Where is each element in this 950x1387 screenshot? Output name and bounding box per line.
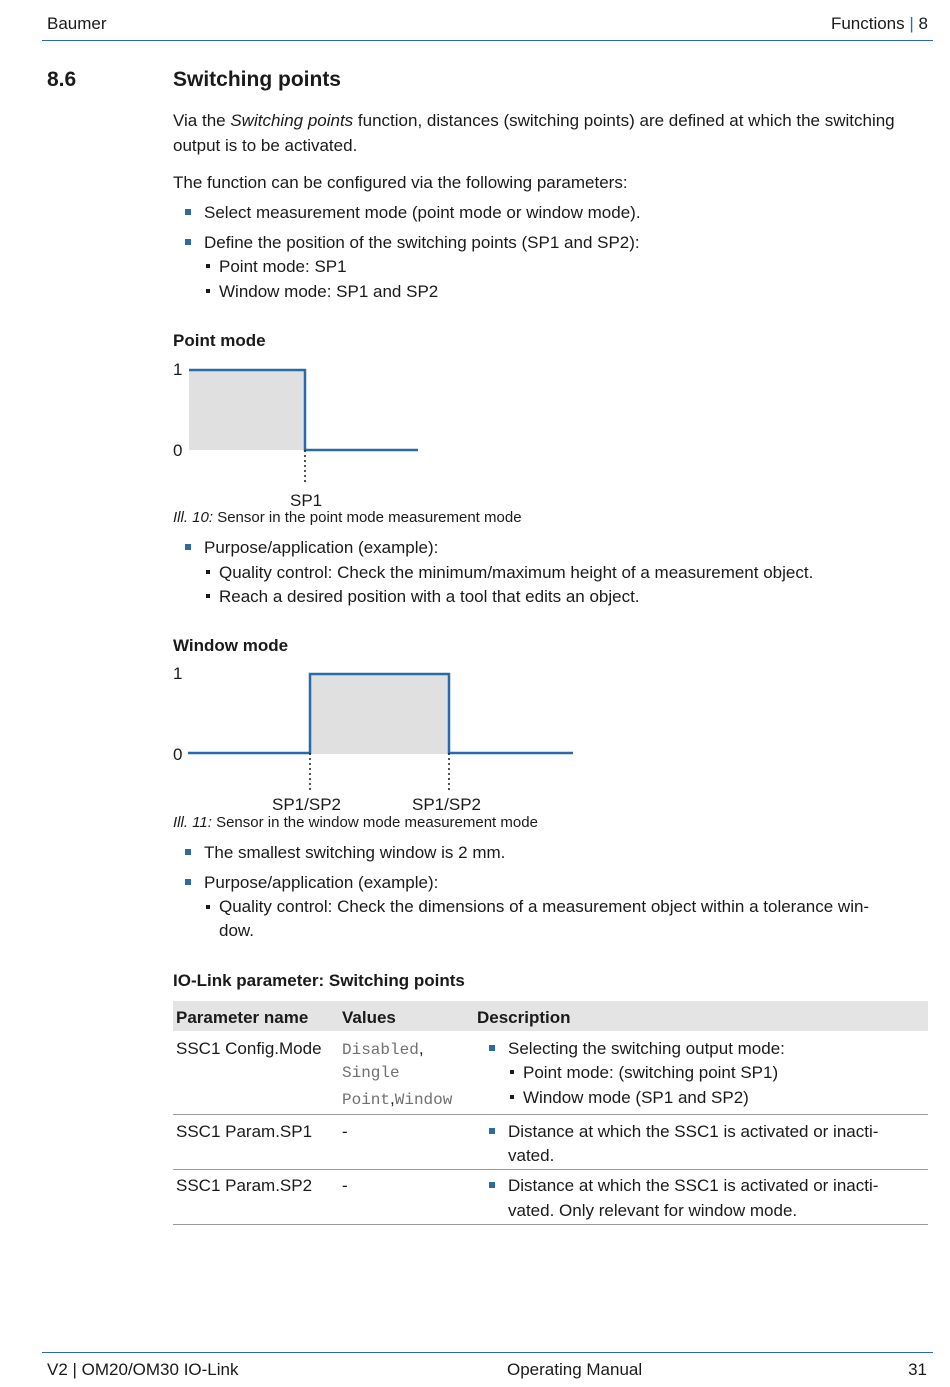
window-mode-purpose: Purpose/application (example): [204,873,439,892]
footer-document: V2 | OM20/OM30 IO-Link [47,1360,239,1379]
bullet-square-icon [185,209,191,215]
header-brand: Baumer [47,14,107,33]
window-mode-marker-2: SP1/SP2 [412,795,481,814]
point-mode-caption [173,509,522,526]
point-mode-purpose: Purpose/application (example): [204,538,439,557]
table-title: IO-Link parameter: Switching points [173,971,465,990]
table-cell-description-line2: vated. Only relevant for window mode. [508,1201,798,1220]
table-cell-values-line3 [342,1086,452,1113]
bullet-switching-points: Define the position of the switching points (SP1 and SP2): [204,233,640,252]
footer-manual-type: Operating Manual [507,1360,643,1379]
bullet-measurement-mode: Select measurement mode (point mode or window mode). [204,203,641,222]
sub-bullet-icon [206,264,210,268]
caption-text: Sensor in the window mode measurement mode [211,814,538,831]
sub-window-mode: Window mode: SP1 and SP2 [219,282,439,301]
window-mode-heading: Window mode [173,636,289,655]
intro-line-2: output is to be activated. [173,136,358,155]
point-mode-y-high: 1 [173,360,183,379]
point-mode-example-1: Quality control: Check the minimum/maximum height of a measurement object. [219,563,814,582]
section-title: Switching points [173,68,341,91]
point-mode-diagram [180,360,430,490]
table-row-divider [173,1169,928,1170]
table-row-divider [173,1114,928,1115]
table-cell-name: SSC1 Param.SP2 [176,1176,313,1195]
value-disabled: Disabled [342,1041,419,1059]
table-cell-name: SSC1 Param.SP1 [176,1122,313,1141]
window-mode-caption [173,814,538,831]
header-separator: | [909,14,914,33]
bullet-square-icon [185,544,191,550]
sub-bullet-icon [206,594,210,598]
table-cell-values [342,1036,424,1063]
footer-page-number: 31 [908,1360,927,1379]
window-mode-active-area [310,674,449,754]
footer-rule [42,1352,933,1353]
table-cell-description: Distance at which the SSC1 is activated or inacti- [508,1176,879,1195]
table-desc-sub-1: Point mode: (switching point SP1) [523,1063,779,1082]
value-window: Window [394,1091,453,1109]
value-point: Point [342,1091,391,1109]
value-comma: , [418,1039,424,1058]
point-mode-y-low: 0 [173,441,183,460]
intro-text-2: function, distances (switching points) are defined at which the switching [353,111,895,130]
bullet-square-icon [185,239,191,245]
table-row-divider [173,1224,928,1225]
caption-prefix: Ill. 10: [173,509,214,526]
caption-text: Sensor in the point mode measurement mode [213,509,522,526]
value-comma: , [390,1089,395,1108]
header-chapter-label: Functions [830,14,905,33]
table-cell-values: - [342,1176,348,1195]
sub-bullet-icon [206,905,210,909]
intro-paragraph [173,108,933,133]
sub-bullet-icon [510,1095,514,1099]
point-mode-heading: Point mode [173,331,266,350]
table-header-description: Description [477,1008,571,1027]
table-cell-values: - [342,1122,348,1141]
intro-italic: Switching points [230,111,354,130]
bullet-square-icon [489,1128,495,1134]
table-header-parameter: Parameter name [176,1008,309,1027]
intro-text-1: Via the [173,111,231,130]
window-mode-example-line-2: dow. [219,921,254,940]
table-cell-description: Selecting the switching output mode: [508,1039,785,1058]
window-mode-y-low: 0 [173,745,183,764]
table-header-values: Values [342,1008,396,1027]
header-chapter [831,14,928,34]
bullet-square-icon [489,1182,495,1188]
window-mode-example-line-1: Quality control: Check the dimensions of a measurement object within a tolerance win- [219,897,870,916]
header-chapter-number: 8 [918,14,928,33]
sub-bullet-icon [206,289,210,293]
bullet-square-icon [489,1045,495,1051]
table-cell-description: Distance at which the SSC1 is activated or inacti- [508,1122,879,1141]
window-mode-y-high: 1 [173,664,183,683]
table-cell-description-line2: vated. [508,1146,555,1165]
point-mode-example-2: Reach a desired position with a tool that edits an object. [219,587,640,606]
sub-bullet-icon [510,1070,514,1074]
table-desc-sub-2: Window mode (SP1 and SP2) [523,1088,749,1107]
caption-prefix: Ill. 11: [173,814,212,831]
table-cell-name: SSC1 Config.Mode [176,1039,322,1058]
sub-point-mode: Point mode: SP1 [219,257,347,276]
bullet-square-icon [185,849,191,855]
window-mode-diagram [180,664,580,794]
point-mode-sp1-label: SP1 [290,491,323,510]
window-mode-smallest: The smallest switching window is 2 mm. [204,843,506,862]
point-mode-active-area [189,370,305,450]
window-mode-marker-1: SP1/SP2 [272,795,341,814]
section-number: 8.6 [47,68,77,91]
value-single: Single [342,1064,400,1082]
sub-bullet-icon [206,570,210,574]
params-intro: The function can be configured via the following parameters: [173,173,628,192]
header-rule [42,40,933,41]
bullet-square-icon [185,879,191,885]
